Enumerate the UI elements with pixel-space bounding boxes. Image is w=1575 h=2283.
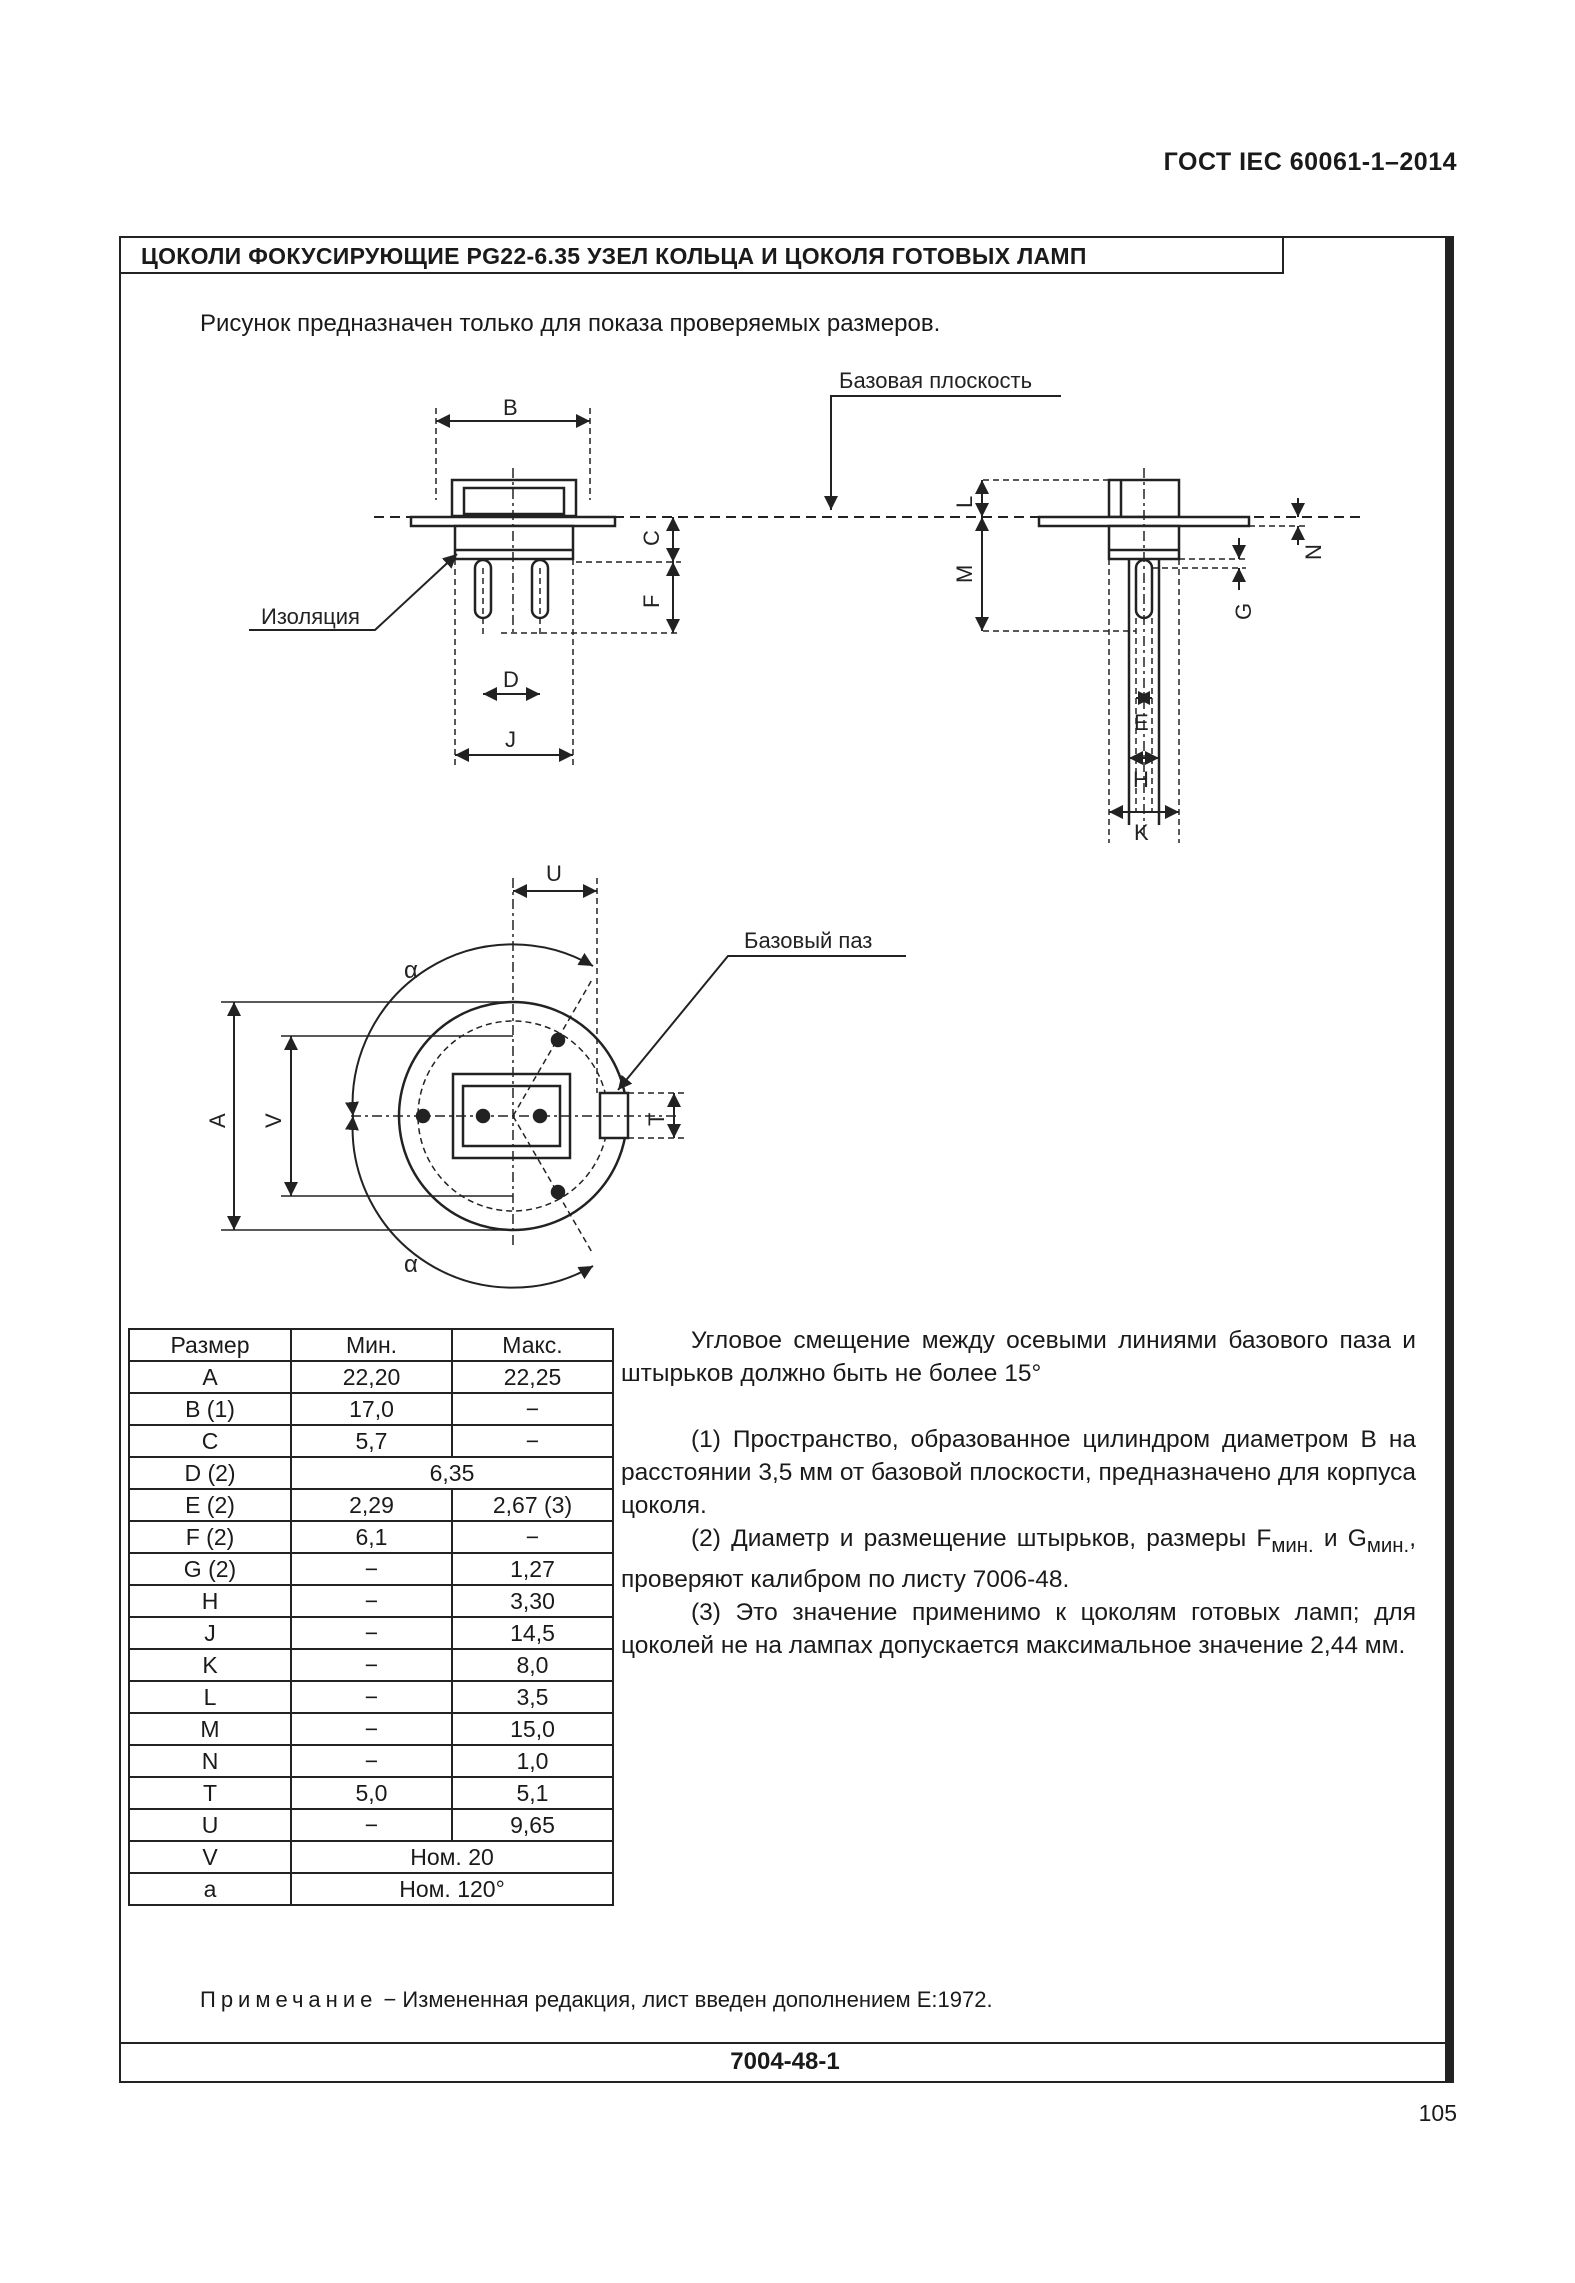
cell-size: D (2): [129, 1457, 291, 1489]
cell-size: C: [129, 1425, 291, 1457]
cell-size: J: [129, 1617, 291, 1649]
table-row: [129, 1777, 613, 1809]
cell-max: 9,65: [452, 1809, 613, 1841]
dim-U-label: U: [546, 861, 562, 886]
table-row: [129, 1649, 613, 1681]
base-slot-leader: [618, 956, 906, 1090]
dim-T-label: T: [644, 1112, 669, 1126]
dim-L-label: L: [952, 495, 977, 508]
cell-size: E (2): [129, 1489, 291, 1521]
cell-max: 5,1: [452, 1777, 613, 1809]
cell-max: 2,67 (3): [452, 1489, 613, 1521]
intro-text: Рисунок предназначен только для показа проверяемых размеров.: [200, 310, 941, 337]
cell-size: G (2): [129, 1553, 291, 1585]
cell-min: 2,29: [291, 1489, 452, 1521]
cell-min: −: [291, 1585, 452, 1617]
cell-min: −: [291, 1617, 452, 1649]
cell-size: M: [129, 1713, 291, 1745]
table-row: [129, 1425, 613, 1457]
cell-max: 22,25: [452, 1361, 613, 1393]
standard-designation: ГОСТ IEC 60061-1–2014: [1163, 148, 1457, 176]
cell-max: 3,30: [452, 1585, 613, 1617]
cell-max: −: [452, 1521, 613, 1553]
base-plane-label: Базовая плоскость: [839, 368, 1033, 393]
cell-min: −: [291, 1809, 452, 1841]
table-row: [129, 1585, 613, 1617]
table-row: [129, 1873, 613, 1905]
table-body: [129, 1361, 613, 1905]
cell-size: U: [129, 1809, 291, 1841]
cell-max: 8,0: [452, 1649, 613, 1681]
remark: [200, 1987, 993, 2013]
dim-K-label: K: [1134, 820, 1149, 845]
cell-min: −: [291, 1745, 452, 1777]
table-row: [129, 1713, 613, 1745]
cell-nominal: Ном. 20: [291, 1841, 613, 1873]
cell-nominal: Ном. 120°: [291, 1873, 613, 1905]
table-row: [129, 1457, 613, 1489]
dim-H-label: H: [1133, 767, 1149, 792]
cell-size: H: [129, 1585, 291, 1617]
cell-min: 5,0: [291, 1777, 452, 1809]
cell-max: −: [452, 1425, 613, 1457]
cell-min: −: [291, 1649, 452, 1681]
cell-size: A: [129, 1361, 291, 1393]
technical-drawing: [121, 238, 1449, 1318]
cell-size: T: [129, 1777, 291, 1809]
cell-size: F (2): [129, 1521, 291, 1553]
sheet-number: 7004-48-1: [730, 2048, 840, 2075]
cell-size: L: [129, 1681, 291, 1713]
table-row: [129, 1361, 613, 1393]
dim-D-label: D: [503, 667, 519, 692]
dim-B-label: B: [503, 395, 518, 420]
table-row: [129, 1553, 613, 1585]
cell-nominal: 6,35: [291, 1457, 613, 1489]
cell-size: a: [129, 1873, 291, 1905]
dim-A-label: A: [205, 1113, 230, 1128]
table-row: [129, 1393, 613, 1425]
cell-min: −: [291, 1553, 452, 1585]
footer-divider: [121, 2042, 1449, 2044]
cell-size: B (1): [129, 1393, 291, 1425]
note-1: (1) Пространство, образованное цилиндром диаметром B на расстоянии 3,5 мм от базовой плоскости, предназначено для корпуса цоколя.: [621, 1426, 1416, 1519]
header-size: Размер: [129, 1329, 291, 1361]
note-angle: Угловое смещение между осевыми линиями базового паза и штырьков должно быть не более 15°: [621, 1327, 1416, 1387]
cell-size: K: [129, 1649, 291, 1681]
remark-text: − Измененная редакция, лист введен дополнением E:1972.: [377, 1987, 993, 2012]
dim-M-label: M: [952, 564, 977, 583]
cell-min: 5,7: [291, 1425, 452, 1457]
cell-min: −: [291, 1713, 452, 1745]
sheet-frame: [119, 236, 1447, 2083]
header-max: Макс.: [452, 1329, 613, 1361]
cell-max: 15,0: [452, 1713, 613, 1745]
base-slot-label: Базовый паз: [744, 928, 873, 953]
cell-min: 6,1: [291, 1521, 452, 1553]
dim-J-label: J: [505, 727, 516, 752]
dimensions-table: [128, 1328, 614, 1906]
table-row: [129, 1521, 613, 1553]
dim-alpha-bottom-label: α: [404, 1251, 418, 1278]
dim-F-label: F: [639, 594, 664, 608]
page-number: 105: [1418, 2100, 1457, 2126]
header-min: Мин.: [291, 1329, 452, 1361]
table-row: [129, 1745, 613, 1777]
dim-C-label: C: [639, 530, 664, 546]
dim-V-label: V: [261, 1113, 286, 1128]
note-3: (3) Это значение применимо к цоколям готовых ламп; для цоколей не на лампах допускается максимальное значение 2,44 мм.: [621, 1598, 1416, 1659]
dim-N-label: N: [1301, 544, 1326, 560]
cell-max: 14,5: [452, 1617, 613, 1649]
cell-size: N: [129, 1745, 291, 1777]
insulation-label: Изоляция: [261, 604, 360, 629]
cell-min: 17,0: [291, 1393, 452, 1425]
cell-min: 22,20: [291, 1361, 452, 1393]
cell-max: 1,0: [452, 1745, 613, 1777]
notes-block: [621, 1324, 1416, 1662]
remark-lead: Примечание: [200, 1987, 378, 2012]
table-row: [129, 1681, 613, 1713]
cell-size: V: [129, 1841, 291, 1873]
table-row: [129, 1809, 613, 1841]
cell-max: 3,5: [452, 1681, 613, 1713]
dim-E-label: E: [1134, 710, 1149, 735]
dim-alpha-top-label: α: [404, 957, 418, 984]
table-header-row: [129, 1329, 613, 1361]
table-row: [129, 1841, 613, 1873]
table-row: [129, 1489, 613, 1521]
cell-max: −: [452, 1393, 613, 1425]
table-row: [129, 1617, 613, 1649]
sheet-title: ЦОКОЛИ ФОКУСИРУЮЩИЕ PG22-6.35 УЗЕЛ КОЛЬЦА И ЦОКОЛЯ ГОТОВЫХ ЛАМП: [141, 243, 1087, 269]
base-plane-leader: [831, 396, 1061, 510]
cell-min: −: [291, 1681, 452, 1713]
dim-G-label: G: [1231, 602, 1256, 620]
note-2: (2) Диаметр и размещение штырьков, размеры $F_{мин.}$ и $G_{мин.}$, проверяют калибром по листу 7006-48.: [621, 1525, 1417, 1593]
cell-max: 1,27: [452, 1553, 613, 1585]
